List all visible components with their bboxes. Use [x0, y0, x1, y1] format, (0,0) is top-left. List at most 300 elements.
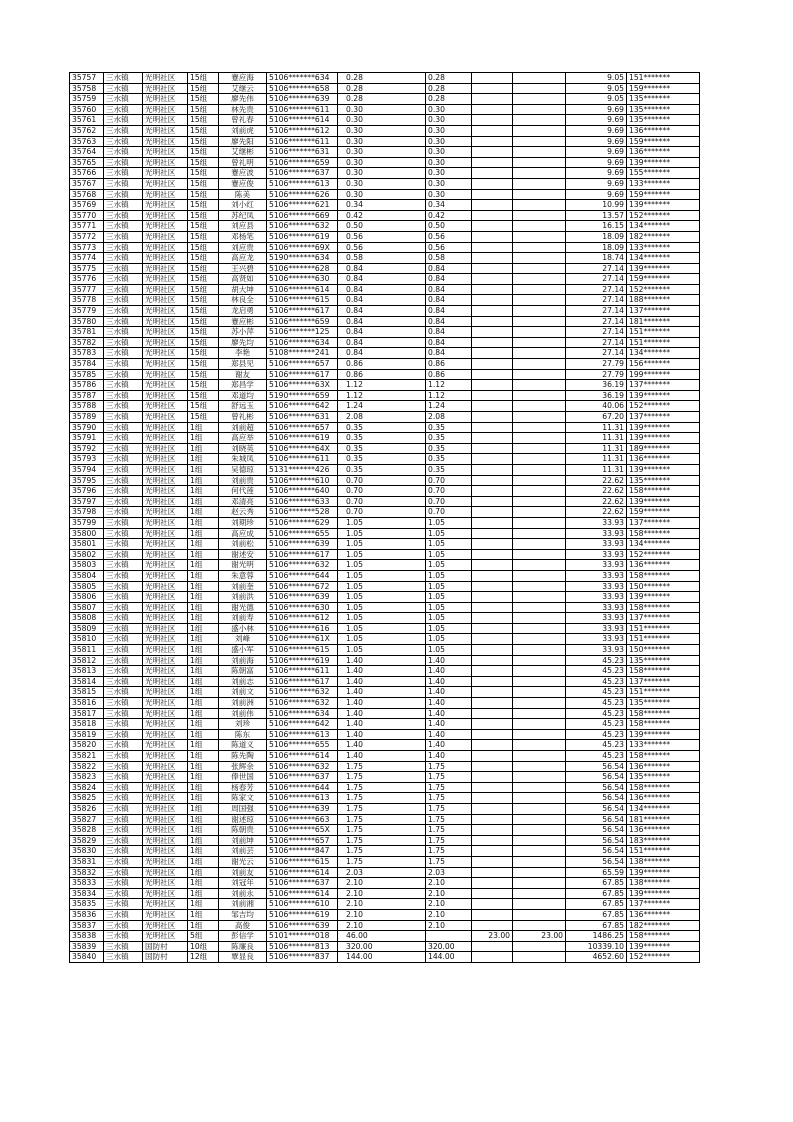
cell-area-confirmed: 0.56 — [426, 231, 472, 242]
cell-extra-b — [513, 316, 566, 327]
cell-area: 0.28 — [338, 94, 426, 105]
cell-group: 1组 — [188, 888, 219, 899]
cell-amount: 27.14 — [566, 348, 627, 359]
cell-extra-a — [472, 486, 513, 497]
cell-amount: 9.69 — [566, 136, 627, 147]
cell-person-name: 刘前贵 — [219, 475, 267, 486]
cell-amount: 56.54 — [566, 793, 627, 804]
cell-phone: 139******* — [627, 496, 700, 507]
cell-group: 1组 — [188, 613, 219, 624]
cell-area-confirmed: 0.35 — [426, 443, 472, 454]
table-row — [70, 803, 700, 814]
cell-amount: 33.93 — [566, 549, 627, 560]
cell-person-name: 刘前永 — [219, 888, 267, 899]
table-row — [70, 507, 700, 518]
cell-town: 三水镇 — [104, 401, 143, 412]
cell-area-confirmed: 1.05 — [426, 549, 472, 560]
cell-community: 光明社区 — [143, 751, 188, 762]
cell-extra-b — [513, 157, 566, 168]
cell-phone: 135******* — [627, 772, 700, 783]
table-row — [70, 613, 700, 624]
cell-phone: 158******* — [627, 931, 700, 942]
cell-id-number: 5108*******241 — [267, 348, 338, 359]
cell-area-confirmed: 0.84 — [426, 306, 472, 317]
cell-extra-b — [513, 337, 566, 348]
cell-extra-a — [472, 369, 513, 380]
cell-phone: 139******* — [627, 157, 700, 168]
cell-extra-b — [513, 528, 566, 539]
cell-group: 1组 — [188, 422, 219, 433]
cell-town: 三水镇 — [104, 380, 143, 391]
cell-person-name: 杨春芳 — [219, 782, 267, 793]
cell-area-confirmed: 1.40 — [426, 666, 472, 677]
cell-person-name: 曾礼春 — [219, 115, 267, 126]
cell-amount: 16.15 — [566, 221, 627, 232]
cell-extra-b — [513, 125, 566, 136]
cell-person-name: 刘前海 — [219, 655, 267, 666]
cell-extra-b — [513, 803, 566, 814]
cell-area-confirmed: 0.50 — [426, 221, 472, 232]
cell-id-number: 5106*******528 — [267, 507, 338, 518]
cell-area: 0.70 — [338, 475, 426, 486]
cell-record-id: 35823 — [70, 772, 104, 783]
cell-area-confirmed: 1.12 — [426, 390, 472, 401]
cell-amount: 11.31 — [566, 422, 627, 433]
table-row — [70, 888, 700, 899]
cell-town: 三水镇 — [104, 592, 143, 603]
cell-person-name: 谢光德 — [219, 602, 267, 613]
table-row — [70, 115, 700, 126]
cell-group: 1组 — [188, 655, 219, 666]
cell-person-name: 刘前奎 — [219, 581, 267, 592]
cell-area-confirmed: 1.40 — [426, 708, 472, 719]
cell-extra-b — [513, 729, 566, 740]
cell-community: 光明社区 — [143, 719, 188, 730]
cell-extra-b — [513, 168, 566, 179]
cell-town: 三水镇 — [104, 698, 143, 709]
cell-town: 三水镇 — [104, 835, 143, 846]
cell-phone: 139******* — [627, 464, 700, 475]
cell-person-name: 谢述安 — [219, 549, 267, 560]
cell-extra-a — [472, 592, 513, 603]
cell-area-confirmed: 1.40 — [426, 729, 472, 740]
cell-area-confirmed: 1.05 — [426, 528, 472, 539]
cell-extra-b — [513, 634, 566, 645]
cell-record-id: 35840 — [70, 952, 104, 963]
cell-community: 光明社区 — [143, 168, 188, 179]
cell-group: 1组 — [188, 528, 219, 539]
cell-group: 1组 — [188, 475, 219, 486]
cell-community: 光明社区 — [143, 517, 188, 528]
cell-extra-b — [513, 475, 566, 486]
cell-phone: 134******* — [627, 348, 700, 359]
cell-town: 三水镇 — [104, 528, 143, 539]
cell-area-confirmed: 0.56 — [426, 242, 472, 253]
cell-phone: 188******* — [627, 295, 700, 306]
cell-area-confirmed: 0.30 — [426, 115, 472, 126]
cell-area-confirmed: 1.75 — [426, 761, 472, 772]
cell-amount: 45.23 — [566, 719, 627, 730]
cell-group: 1组 — [188, 814, 219, 825]
table-row — [70, 231, 700, 242]
cell-amount: 45.23 — [566, 676, 627, 687]
cell-id-number: 5106*******617 — [267, 369, 338, 380]
cell-amount: 45.23 — [566, 751, 627, 762]
cell-community: 光明社区 — [143, 263, 188, 274]
cell-amount: 27.79 — [566, 359, 627, 370]
cell-extra-b — [513, 94, 566, 105]
table-row — [70, 369, 700, 380]
table-row — [70, 941, 700, 952]
cell-record-id: 35767 — [70, 178, 104, 189]
cell-person-name: 林先贵 — [219, 104, 267, 115]
cell-area: 0.30 — [338, 168, 426, 179]
cell-person-name: 刘前文 — [219, 687, 267, 698]
cell-area-confirmed: 0.28 — [426, 94, 472, 105]
cell-area-confirmed: 1.75 — [426, 772, 472, 783]
cell-town: 三水镇 — [104, 634, 143, 645]
cell-record-id: 35806 — [70, 592, 104, 603]
cell-id-number: 5106*******632 — [267, 560, 338, 571]
cell-area-confirmed: 320.00 — [426, 941, 472, 952]
cell-community: 光明社区 — [143, 634, 188, 645]
cell-group: 15组 — [188, 189, 219, 200]
cell-phone: 139******* — [627, 200, 700, 211]
cell-group: 1组 — [188, 623, 219, 634]
cell-extra-b — [513, 719, 566, 730]
cell-area: 2.10 — [338, 888, 426, 899]
cell-amount: 9.69 — [566, 104, 627, 115]
cell-person-name: 何代莲 — [219, 486, 267, 497]
cell-id-number: 5106*******619 — [267, 655, 338, 666]
cell-record-id: 35819 — [70, 729, 104, 740]
cell-area: 1.75 — [338, 835, 426, 846]
cell-record-id: 35822 — [70, 761, 104, 772]
table-row — [70, 793, 700, 804]
table-row — [70, 835, 700, 846]
cell-extra-b — [513, 496, 566, 507]
cell-phone: 183******* — [627, 835, 700, 846]
cell-group: 10组 — [188, 941, 219, 952]
cell-amount: 56.54 — [566, 761, 627, 772]
cell-group: 1组 — [188, 645, 219, 656]
table-row — [70, 592, 700, 603]
cell-area-confirmed: 1.05 — [426, 645, 472, 656]
cell-area: 320.00 — [338, 941, 426, 952]
cell-area-confirmed: 1.05 — [426, 560, 472, 571]
cell-town: 三水镇 — [104, 623, 143, 634]
cell-town: 三水镇 — [104, 369, 143, 380]
cell-extra-b — [513, 443, 566, 454]
cell-amount: 4652.60 — [566, 952, 627, 963]
cell-town: 三水镇 — [104, 295, 143, 306]
cell-area: 144.00 — [338, 952, 426, 963]
cell-group: 1组 — [188, 443, 219, 454]
cell-extra-a — [472, 920, 513, 931]
cell-group: 1组 — [188, 740, 219, 751]
cell-amount: 45.23 — [566, 666, 627, 677]
table-row — [70, 486, 700, 497]
cell-extra-a — [472, 623, 513, 634]
cell-amount: 27.14 — [566, 306, 627, 317]
cell-group: 15组 — [188, 168, 219, 179]
cell-area: 1.75 — [338, 856, 426, 867]
cell-phone: 135******* — [627, 698, 700, 709]
cell-area: 0.84 — [338, 263, 426, 274]
cell-group: 1组 — [188, 899, 219, 910]
cell-amount: 9.69 — [566, 157, 627, 168]
cell-id-number: 5106*******615 — [267, 295, 338, 306]
cell-group: 15组 — [188, 284, 219, 295]
cell-extra-a — [472, 782, 513, 793]
table-row — [70, 306, 700, 317]
cell-id-number: 5106*******611 — [267, 136, 338, 147]
cell-extra-a — [472, 888, 513, 899]
cell-person-name: 李艳 — [219, 348, 267, 359]
cell-phone: 159******* — [627, 83, 700, 94]
cell-id-number: 5106*******634 — [267, 73, 338, 84]
cell-record-id: 35792 — [70, 443, 104, 454]
cell-amount: 27.14 — [566, 316, 627, 327]
cell-id-number: 5106*******614 — [267, 888, 338, 899]
table-row — [70, 920, 700, 931]
table-row — [70, 412, 700, 423]
table-row — [70, 878, 700, 889]
cell-phone: 158******* — [627, 666, 700, 677]
cell-phone: 158******* — [627, 708, 700, 719]
cell-town: 三水镇 — [104, 210, 143, 221]
cell-town: 三水镇 — [104, 687, 143, 698]
cell-phone: 136******* — [627, 793, 700, 804]
cell-amount: 56.54 — [566, 782, 627, 793]
cell-extra-a — [472, 94, 513, 105]
cell-amount: 9.05 — [566, 83, 627, 94]
cell-area-confirmed: 1.75 — [426, 846, 472, 857]
table-row — [70, 348, 700, 359]
cell-phone: 189******* — [627, 443, 700, 454]
cell-phone: 138******* — [627, 856, 700, 867]
cell-area: 1.05 — [338, 634, 426, 645]
cell-area: 0.35 — [338, 433, 426, 444]
cell-area-confirmed: 2.10 — [426, 920, 472, 931]
cell-id-number: 5106*******615 — [267, 856, 338, 867]
table-row — [70, 634, 700, 645]
cell-town: 三水镇 — [104, 803, 143, 814]
cell-area: 1.40 — [338, 676, 426, 687]
cell-record-id: 35781 — [70, 327, 104, 338]
cell-community: 光明社区 — [143, 83, 188, 94]
cell-group: 15组 — [188, 125, 219, 136]
cell-extra-b — [513, 751, 566, 762]
cell-extra-b — [513, 581, 566, 592]
table-row — [70, 528, 700, 539]
cell-id-number: 5106*******639 — [267, 539, 338, 550]
cell-phone: 135******* — [627, 655, 700, 666]
cell-area-confirmed: 0.84 — [426, 274, 472, 285]
cell-community: 光明社区 — [143, 740, 188, 751]
cell-area: 1.05 — [338, 539, 426, 550]
cell-group: 1组 — [188, 549, 219, 560]
table-row — [70, 443, 700, 454]
cell-area: 0.30 — [338, 147, 426, 158]
cell-phone: 150******* — [627, 645, 700, 656]
cell-person-name: 陈东 — [219, 729, 267, 740]
cell-extra-b — [513, 888, 566, 899]
cell-area-confirmed: 0.70 — [426, 486, 472, 497]
cell-record-id: 35779 — [70, 306, 104, 317]
cell-community: 光明社区 — [143, 623, 188, 634]
cell-person-name: 刘前志 — [219, 676, 267, 687]
table-row — [70, 602, 700, 613]
cell-extra-a — [472, 422, 513, 433]
cell-area: 0.70 — [338, 507, 426, 518]
cell-area: 0.30 — [338, 104, 426, 115]
cell-area: 0.84 — [338, 348, 426, 359]
cell-area: 1.40 — [338, 729, 426, 740]
cell-community: 光明社区 — [143, 878, 188, 889]
cell-phone: 139******* — [627, 422, 700, 433]
cell-person-name: 盛小军 — [219, 645, 267, 656]
cell-group: 1组 — [188, 666, 219, 677]
table-row — [70, 125, 700, 136]
table-row — [70, 422, 700, 433]
cell-group: 15组 — [188, 327, 219, 338]
cell-record-id: 35791 — [70, 433, 104, 444]
cell-community: 光明社区 — [143, 676, 188, 687]
cell-area-confirmed: 0.30 — [426, 147, 472, 158]
cell-id-number: 5106*******61X — [267, 634, 338, 645]
cell-area-confirmed: 0.35 — [426, 422, 472, 433]
cell-town: 三水镇 — [104, 94, 143, 105]
cell-area: 0.35 — [338, 443, 426, 454]
cell-extra-a — [472, 772, 513, 783]
cell-phone: 150******* — [627, 581, 700, 592]
cell-community: 光明社区 — [143, 920, 188, 931]
cell-extra-a — [472, 867, 513, 878]
table-body — [70, 73, 700, 963]
cell-record-id: 35796 — [70, 486, 104, 497]
table-row — [70, 719, 700, 730]
cell-town: 三水镇 — [104, 719, 143, 730]
table-row — [70, 316, 700, 327]
table-row — [70, 401, 700, 412]
cell-id-number: 5106*******621 — [267, 200, 338, 211]
cell-amount: 40.06 — [566, 401, 627, 412]
cell-extra-a — [472, 708, 513, 719]
cell-extra-a — [472, 814, 513, 825]
table-row — [70, 539, 700, 550]
cell-group: 1组 — [188, 517, 219, 528]
cell-amount: 33.93 — [566, 517, 627, 528]
cell-extra-a — [472, 676, 513, 687]
cell-area-confirmed: 0.84 — [426, 337, 472, 348]
table-row — [70, 867, 700, 878]
cell-person-name: 刘前芸 — [219, 846, 267, 857]
cell-id-number: 5106*******847 — [267, 846, 338, 857]
table-row — [70, 761, 700, 772]
cell-extra-a — [472, 740, 513, 751]
cell-group: 15组 — [188, 83, 219, 94]
cell-town: 三水镇 — [104, 422, 143, 433]
cell-phone: 139******* — [627, 390, 700, 401]
cell-phone: 136******* — [627, 125, 700, 136]
cell-extra-b — [513, 401, 566, 412]
cell-group: 1组 — [188, 560, 219, 571]
cell-group: 1组 — [188, 570, 219, 581]
cell-id-number: 5106*******63X — [267, 380, 338, 391]
cell-area: 1.12 — [338, 380, 426, 391]
cell-community: 光明社区 — [143, 846, 188, 857]
cell-area: 0.84 — [338, 274, 426, 285]
cell-extra-b — [513, 486, 566, 497]
cell-area: 1.05 — [338, 581, 426, 592]
cell-town: 三水镇 — [104, 952, 143, 963]
cell-community: 光明社区 — [143, 178, 188, 189]
cell-person-name: 刘前坤 — [219, 835, 267, 846]
cell-extra-b — [513, 825, 566, 836]
cell-person-name: 俸世国 — [219, 772, 267, 783]
cell-id-number: 5106*******614 — [267, 284, 338, 295]
cell-id-number: 5106*******615 — [267, 645, 338, 656]
cell-group: 1组 — [188, 856, 219, 867]
cell-area: 1.05 — [338, 549, 426, 560]
cell-person-name: 廖先阳 — [219, 136, 267, 147]
cell-area-confirmed: 1.75 — [426, 814, 472, 825]
cell-community: 光明社区 — [143, 157, 188, 168]
cell-record-id: 35789 — [70, 412, 104, 423]
cell-extra-b — [513, 147, 566, 158]
cell-id-number: 5106*******658 — [267, 83, 338, 94]
cell-person-name: 郑县见 — [219, 359, 267, 370]
cell-phone: 151******* — [627, 846, 700, 857]
cell-extra-b — [513, 549, 566, 560]
cell-area: 0.35 — [338, 422, 426, 433]
cell-town: 三水镇 — [104, 772, 143, 783]
cell-record-id: 35833 — [70, 878, 104, 889]
cell-town: 三水镇 — [104, 941, 143, 952]
cell-community: 光明社区 — [143, 104, 188, 115]
cell-person-name: 刘前洪 — [219, 592, 267, 603]
cell-record-id: 35830 — [70, 846, 104, 857]
cell-community: 光明社区 — [143, 496, 188, 507]
cell-id-number: 5106*******642 — [267, 719, 338, 730]
cell-person-name: 刘冠年 — [219, 878, 267, 889]
cell-record-id: 35811 — [70, 645, 104, 656]
cell-town: 三水镇 — [104, 253, 143, 264]
cell-amount: 67.85 — [566, 920, 627, 931]
cell-id-number: 5106*******644 — [267, 570, 338, 581]
table-row — [70, 655, 700, 666]
cell-person-name: 高应举 — [219, 433, 267, 444]
cell-record-id: 35827 — [70, 814, 104, 825]
cell-extra-a — [472, 549, 513, 560]
cell-record-id: 35839 — [70, 941, 104, 952]
cell-community: 光明社区 — [143, 856, 188, 867]
cell-amount: 67.85 — [566, 899, 627, 910]
cell-town: 三水镇 — [104, 443, 143, 454]
cell-person-name: 高应成 — [219, 528, 267, 539]
cell-amount: 22.62 — [566, 507, 627, 518]
cell-phone: 182******* — [627, 920, 700, 931]
cell-record-id: 35771 — [70, 221, 104, 232]
cell-extra-b — [513, 221, 566, 232]
cell-amount: 27.79 — [566, 369, 627, 380]
cell-phone: 181******* — [627, 316, 700, 327]
cell-id-number: 5106*******617 — [267, 306, 338, 317]
cell-area: 0.30 — [338, 157, 426, 168]
cell-phone: 199******* — [627, 369, 700, 380]
cell-extra-a — [472, 253, 513, 264]
